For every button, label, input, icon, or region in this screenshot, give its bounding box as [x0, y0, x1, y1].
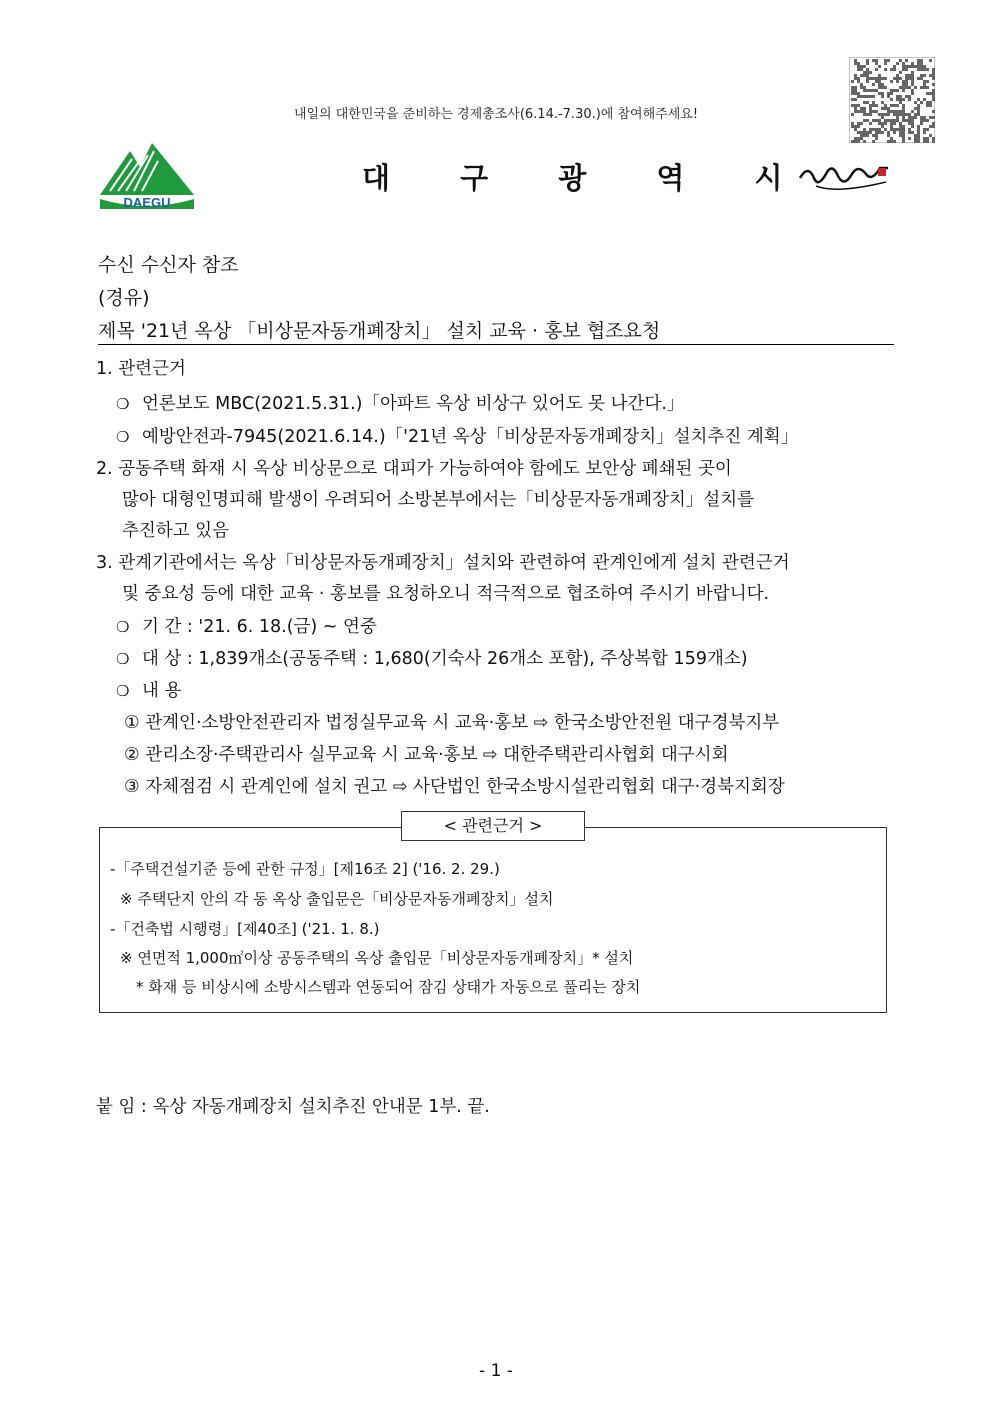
target-line: ❍ 대 상 : 1,839개소(공동주택 : 1,680(기숙사 26개소 포함), 주상복합 159개소) — [116, 649, 748, 669]
page-number: - 1 - — [479, 1361, 513, 1381]
item-1-b: ❍ 예방안전과-7945(2021.6.14.)「'21년 옥상「비상문자동개폐장치」설치추진 계획」 — [116, 427, 799, 447]
circle-bullet-icon: ❍ — [116, 428, 130, 446]
content-item-2: ② 관리소장·주택관리사 실무교육 시 교육·홍보 ⇨ 대한주택관리사협회 대구시회 — [124, 745, 729, 765]
daegu-mountain-logo — [100, 137, 194, 211]
logo-text: DAEGU — [123, 195, 171, 210]
item-1-a: ❍ 언론보도 MBC(2021.5.31.)「아파트 옥상 비상구 있어도 못 나간다.」 — [116, 394, 685, 414]
circle-bullet-icon: ❍ — [116, 395, 130, 413]
reference-line-4: ※ 연면적 1,000㎡이상 공동주택의 옥상 출입문「비상문자동개폐장치」* 설치 — [120, 949, 634, 967]
header-divider — [98, 344, 894, 345]
recipient-line: 수신 수신자 참조 — [98, 254, 239, 276]
item-3-line-2: 및 중요성 등에 대한 교육 · 홍보를 요청하오니 적극적으로 협조하여 주시기 바랍니다. — [122, 584, 770, 604]
organization-name: 대 구 광 역 시 — [362, 161, 813, 195]
content-item-3: ③ 자체점검 시 관계인에 설치 권고 ⇨ 사단법인 한국소방시설관리협회 대구·경북지회장 — [124, 777, 785, 797]
reference-line-3: -「건축법 시행령」[제40조] ('21. 1. 8.) — [110, 920, 380, 938]
circle-bullet-icon: ❍ — [116, 618, 130, 636]
attachment-line: 붙 임 : 옥상 자동개폐장치 설치추진 안내문 1부. 끝. — [96, 1097, 490, 1117]
item-2-line-3: 추진하고 있음 — [122, 521, 229, 541]
circle-bullet-icon: ❍ — [116, 682, 130, 700]
subject-line: 제목 '21년 옥상 「비상문자동개폐장치」 설치 교육 · 홍보 협조요청 — [98, 320, 661, 342]
via-line: (경유) — [98, 287, 150, 309]
item-1-heading: 1. 관련근거 — [96, 359, 186, 379]
content-heading: ❍ 내 용 — [116, 681, 182, 701]
circle-bullet-icon: ❍ — [116, 650, 130, 668]
reference-line-2: ※ 주택단지 안의 각 동 옥상 출입문은「비상문자동개폐장치」설치 — [120, 890, 554, 908]
reference-box-title: < 관련근거 > — [401, 811, 585, 841]
slogan: 내일의 대한민국을 준비하는 경제총조사(6.14.-7.30.)에 참여해주세요! — [293, 107, 699, 122]
item-2-line-2: 많아 대형인명피해 발생이 우려되어 소방본부에서는「비상문자동개폐장치」설치를 — [122, 490, 755, 510]
content-item-1: ① 관계인·소방안전관리자 법정실무교육 시 교육·홍보 ⇨ 한국소방안전원 대구경북지부 — [124, 713, 780, 733]
city-slogan-calligraphy — [796, 156, 896, 196]
qr-code-icon — [849, 57, 935, 143]
reference-line-5: * 화재 등 비상시에 소방시스템과 연동되어 잠김 상태가 자동으로 풀리는 장치 — [136, 978, 641, 996]
reference-line-1: -「주택건설기준 등에 관한 규정」[제16조 2] ('16. 2. 29.) — [110, 860, 500, 878]
item-3-line-1: 3. 관계기관에서는 옥상「비상문자동개폐장치」설치와 관련하여 관계인에게 설치 관련근거 — [96, 553, 790, 573]
item-2-line-1: 2. 공동주택 화재 시 옥상 비상문으로 대피가 가능하여야 함에도 보안상 폐쇄된 곳이 — [96, 459, 732, 479]
period-line: ❍ 기 간 : '21. 6. 18.(금) ~ 연중 — [116, 617, 377, 637]
